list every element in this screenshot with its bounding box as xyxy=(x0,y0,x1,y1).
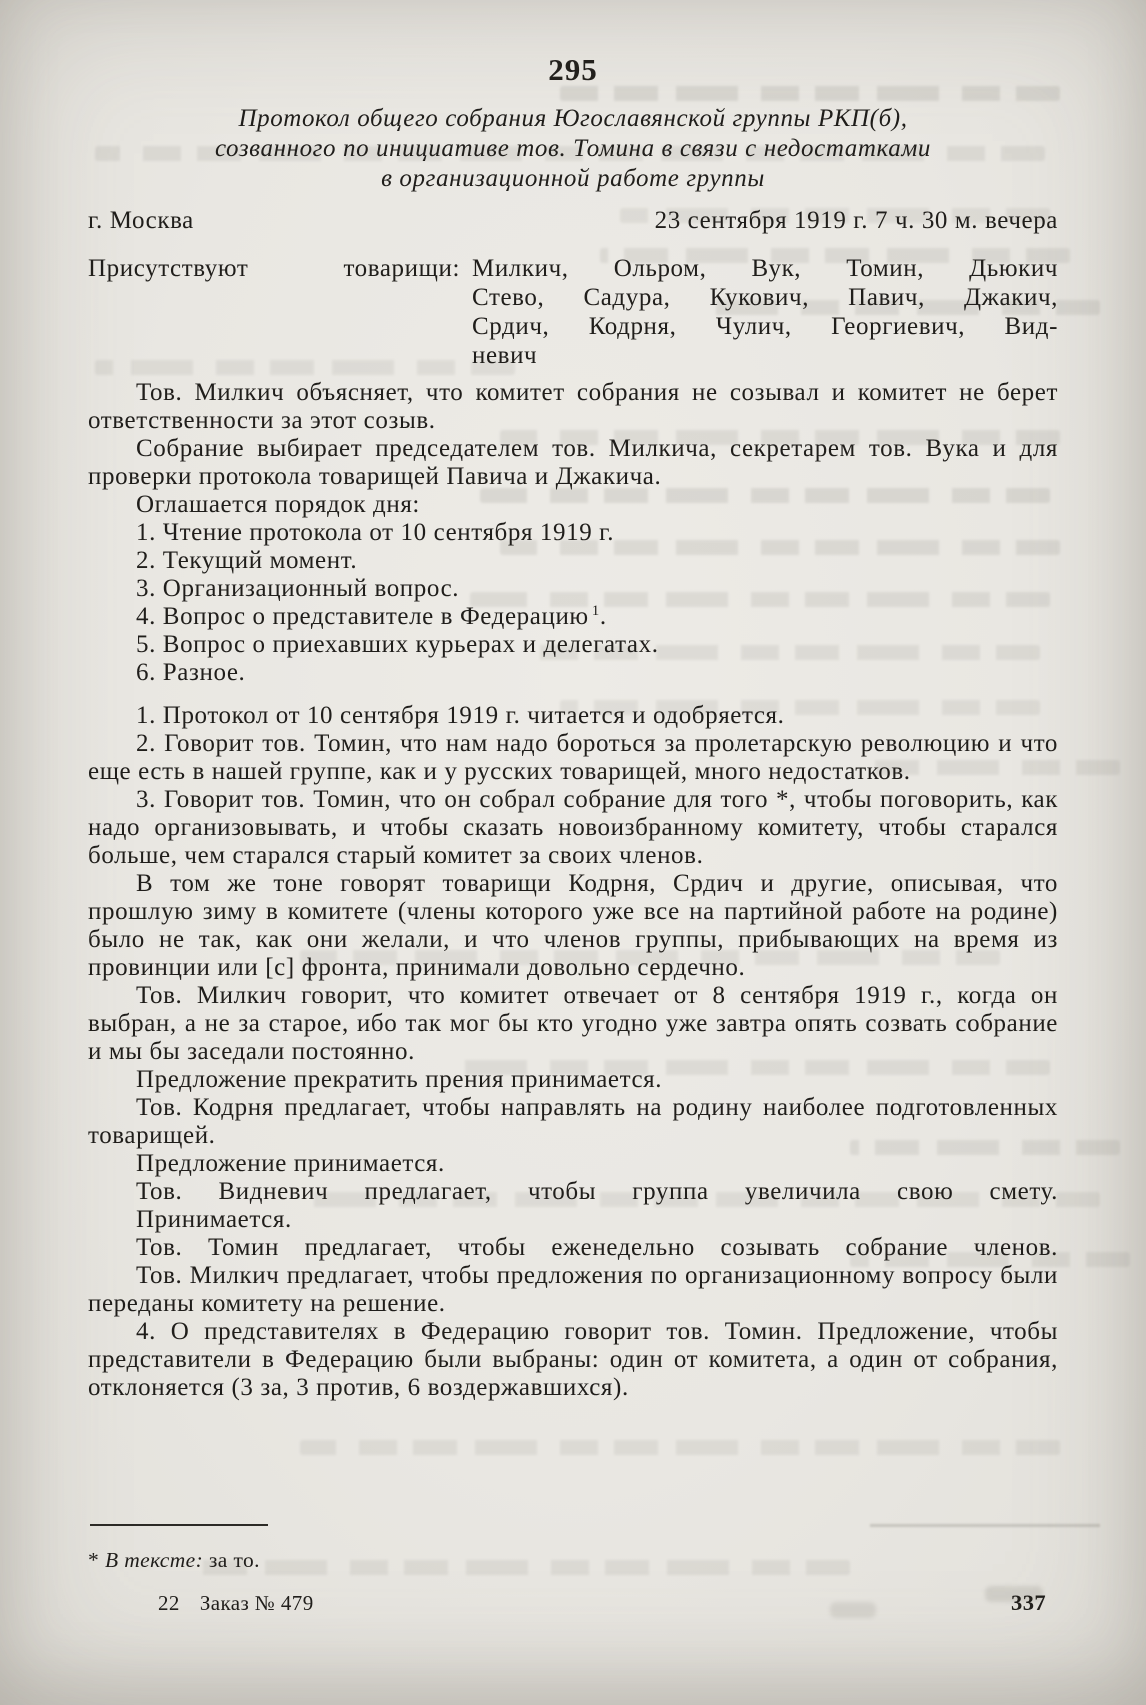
page-number: 337 xyxy=(1011,1590,1046,1615)
resolution-paragraph: 3. Говорит тов. Томин, что он собрал собрание для того *, чтобы поговорить, как надо организовывать, и чтобы сказать новоизбранному комитету, чтобы старался больше, чем старался старый комитет за своих членов. xyxy=(88,786,1058,869)
attendees-label: Присутствуют товарищи: xyxy=(88,255,460,282)
attendees-line: Срдич, Кодрня, Чулич, Георгиевич, Вид- xyxy=(472,313,1058,340)
attendees-line: Милкич, Ольром, Вук, Томин, Дьюкич xyxy=(472,255,1058,282)
attendees-block xyxy=(88,254,1058,370)
paragraph-milkic-explains: Тов. Милкич объясняет, что комитет собрания не созывал и комитет не берет ответственности за этот созыв. xyxy=(88,379,1058,434)
order-number: Заказ № 479 xyxy=(199,1591,314,1615)
attendees-names xyxy=(472,254,1058,370)
print-order-info xyxy=(88,1591,314,1616)
resolution-paragraph: Тов. Милкич говорит, что комитет отвечает от 8 сентября 1919 г., когда он выбран, а не за старое, ибо так мог бы кто угодно уже завтра опять созвать собрание и мы бы заседали постоянно. xyxy=(88,982,1058,1065)
agenda-item: 2. Текущий момент. xyxy=(136,547,358,574)
footnote-source-label: В тексте: xyxy=(104,1548,204,1572)
footnote-block xyxy=(88,1516,1058,1573)
footnote-rule xyxy=(90,1524,268,1526)
resolution-paragraph: В том же тоне говорят товарищи Кодрня, Срдич и другие, описывая, что прошлую зиму в комитете (члены которого уже все на партийной работе на родине) было не так, как они желали, и что членов группы, прибывающих на время из провинции или [с] фронта, принимали довольно сердечно. xyxy=(88,870,1058,981)
agenda-item: 5. Вопрос о приехавших курьерах и делегатах. xyxy=(136,631,659,658)
document-title xyxy=(88,104,1058,194)
place: г. Москва xyxy=(88,207,194,234)
resolution-paragraph: Тов. Кодрня предлагает, чтобы направлять на родину наиболее подготовленных товарищей. xyxy=(88,1094,1058,1149)
footnote-marker: * xyxy=(88,1548,100,1572)
resolution-paragraph: Тов. Томин предлагает, чтобы еженедельно созывать собрание членов. xyxy=(136,1234,1058,1261)
text-block xyxy=(88,0,1058,1402)
sheet-number: 22 xyxy=(158,1591,180,1615)
agenda-item: 1. Чтение протокола от 10 сентября 1919 г. xyxy=(136,519,615,546)
agenda-item: 3. Организационный вопрос. xyxy=(136,575,460,602)
footnote xyxy=(88,1548,1058,1573)
footnote-ref-1: 1 xyxy=(591,602,600,619)
footnote-text: за то. xyxy=(208,1548,260,1572)
resolution-paragraph: Предложение прекратить прения принимается. xyxy=(136,1066,663,1093)
title-line: в организационной работе группы xyxy=(381,165,765,192)
agenda-item-text: 4. Вопрос о представителе в Федерацию xyxy=(136,603,589,630)
resolution-paragraph: 2. Говорит тов. Томин, что нам надо бороться за пролетарскую революцию и что еще есть в нашей группе, как и у русских товарищей, много недостатков. xyxy=(88,730,1058,785)
attendees-line: Стево, Садура, Кукович, Павич, Джакич, xyxy=(472,284,1058,311)
resolution-paragraph: 4. О представителях в Федерацию говорит тов. Томин. Предложение, чтобы представители в Федерацию были выбраны: один от комитета, а один от собрания, отклоняется (3 за, 3 против, 6 воздержавшихся). xyxy=(88,1318,1058,1401)
title-line: созванного по инициативе тов. Томина в связи с недостатками xyxy=(214,135,931,162)
attendees-line: невич xyxy=(472,342,538,369)
date-time: 23 сентября 1919 г. 7 ч. 30 м. вечера xyxy=(654,207,1058,234)
bleedthrough-line xyxy=(300,1440,1060,1455)
agenda-item-tail: . xyxy=(599,603,607,630)
page-footer xyxy=(88,1590,1058,1616)
resolution-paragraph: Тов. Милкич предлагает, чтобы предложения по организационному вопросу были переданы комитету на решение. xyxy=(88,1262,1058,1317)
agenda-item: 6. Разное. xyxy=(136,659,246,686)
document-number: 295 xyxy=(548,52,598,87)
title-line: Протокол общего собрания Югославянской группы РКП(б), xyxy=(238,105,908,132)
resolution-paragraph: Тов. Видневич предлагает, чтобы группа увеличила свою смету. xyxy=(136,1178,1058,1205)
resolution-paragraph: 1. Протокол от 10 сентября 1919 г. читается и одобряется. xyxy=(136,702,785,729)
resolution-paragraph: Предложение принимается. xyxy=(136,1150,445,1177)
place-date-line xyxy=(88,207,1058,235)
resolution-paragraph: Принимается. xyxy=(136,1206,292,1233)
agenda-list xyxy=(88,519,1058,687)
agenda-item xyxy=(88,603,1058,631)
paragraph-elections: Собрание выбирает председателем тов. Милкича, секретарем тов. Вука и для проверки протокола товарищей Павича и Джакича. xyxy=(88,435,1058,490)
paragraph-agenda-intro: Оглашается порядок дня: xyxy=(136,491,420,518)
